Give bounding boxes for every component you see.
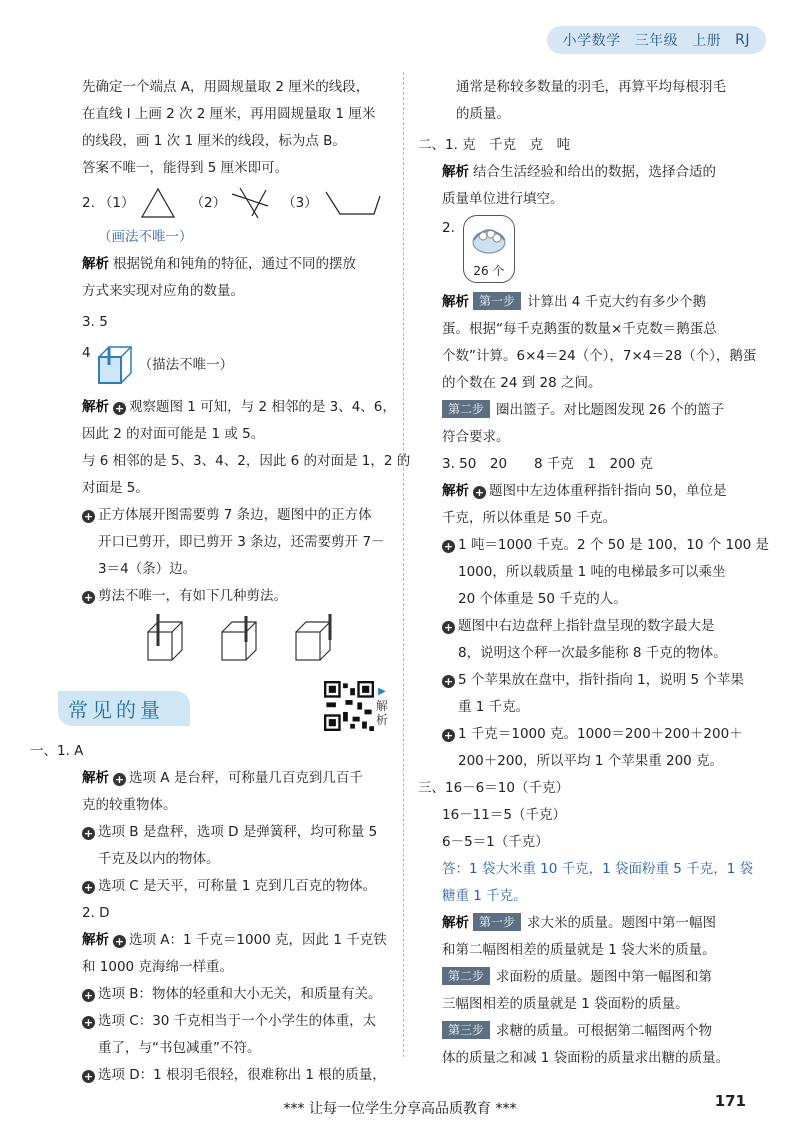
plus-icon: + (474, 486, 485, 499)
text-line: 个数”计算。6×4＝24（个），7×4＝28（个），鹅蛋 (442, 348, 757, 364)
plus-icon: + (83, 1016, 94, 1029)
text-line: 和第二幅图相差的质量就是 1 袋大米的质量。 (442, 942, 716, 958)
triangle-figure (138, 186, 178, 220)
step-badge: 第二步 (442, 967, 490, 985)
plus-icon: + (83, 881, 94, 894)
cube-cut-figure (218, 612, 258, 668)
text-line: 选项 B：物体的轻重和大小无关，和质量有关。 (98, 986, 382, 1002)
qr-block (324, 681, 388, 731)
text-line: 符合要求。 (442, 429, 510, 445)
q2-figures (58, 182, 388, 224)
text-line: 三幅图相差的质量就是 1 袋面粉的质量。 (442, 996, 689, 1012)
question-number: 2. (442, 220, 455, 236)
question-number: 2. (82, 194, 95, 211)
header-subject: 小学数学 (562, 33, 621, 49)
q3-figure (58, 336, 388, 394)
text-line: 8，说明这个秤一次最多能称 8 千克的物体。 (458, 645, 727, 661)
text-line: 题图中右边盘秤上指针盘呈现的数字最大是 (458, 618, 715, 634)
text-line: 的个数在 24 到 28 之间。 (442, 375, 602, 391)
right-column (418, 74, 770, 1072)
plus-icon: + (443, 729, 454, 742)
answer-value: 5 (99, 314, 108, 330)
answer-value: 4 (82, 345, 91, 361)
analysis-label: 解析 (82, 256, 109, 272)
equation-line: 6－5＝1（千克） (442, 834, 549, 850)
text-line: 1000，所以载质量 1 吨的电梯最多可以乘坐 (458, 564, 726, 580)
text-line: 质量单位进行填空。 (442, 191, 564, 207)
crossing-lines-figure (230, 186, 270, 220)
analysis-label: 解析 (82, 770, 109, 786)
column-divider (403, 72, 404, 1057)
v-shape-figure (322, 186, 382, 220)
text-line: 选项 C：30 千克相当于一个小学生的体重，太 (98, 1013, 377, 1029)
text-line: 选项 B 是盘秤，选项 D 是弹簧秤，均可称量 5 (98, 824, 378, 840)
qr-label: 解 (375, 699, 388, 713)
equation-line: 三、16－6＝10（千克） (418, 780, 569, 796)
text-line: 1 吨＝1000 千克。2 个 50 是 100，10 个 100 是 (458, 537, 770, 553)
header-volume: 上册 (692, 33, 722, 49)
q2-basket (418, 215, 748, 289)
sub-label: （3） (282, 194, 318, 211)
header-edition: RJ (735, 32, 750, 48)
text-line: 重 1 千克。 (458, 699, 530, 715)
text-line: 求大米的质量。题图中第一幅图 (527, 915, 717, 931)
cube-cuts-row (58, 612, 388, 674)
basket-circle (463, 215, 515, 283)
text-line: 1 千克＝1000 克。1000＝200＋200＋200＋ (458, 726, 743, 742)
text-line: 先确定一个端点 A，用圆规量取 2 厘米的线段， (82, 79, 370, 95)
text-line: 重了，与“书包减重”不符。 (98, 1040, 261, 1056)
text-line: 方式来实现对应角的数量。 (82, 283, 244, 299)
question-line: 一、1. A (30, 743, 84, 759)
text-line: 200＋200，所以平均 1 个苹果重 200 克。 (458, 753, 724, 769)
analysis-label: 解析 (442, 483, 469, 499)
section-title: 常见的量 (58, 691, 190, 726)
plus-icon: + (443, 621, 454, 634)
text-line: 观察题图 1 可知，与 2 相邻的是 3、4、6， (129, 399, 396, 415)
text-line: 与 6 相邻的是 5、3、4、2，因此 6 的对面是 1，2 的 (82, 453, 411, 469)
plus-icon: + (114, 773, 125, 786)
question-number: 3. (82, 314, 95, 330)
text-line: 通常是称较多数量的羽毛，再算平均每根羽毛 (456, 79, 726, 95)
question-line: 3. 50 20 8 千克 1 200 克 (442, 456, 654, 472)
plus-icon: + (443, 675, 454, 688)
plus-icon: + (114, 402, 125, 415)
plus-icon: + (443, 540, 454, 553)
text-line: 求糖的质量。可根据第二幅图两个物 (496, 1023, 713, 1039)
text-line: 圈出篮子。对比题图发现 26 个的篮子 (496, 402, 725, 418)
step-badge: 第三步 (442, 1021, 490, 1039)
text-line: 对面是 5。 (82, 480, 149, 496)
text-line: 在直线 l 上画 2 次 2 厘米，再用圆规量取 1 厘米 (82, 106, 376, 122)
section-header (58, 678, 388, 734)
text-line: 求面粉的质量。题图中第一幅图和第 (496, 969, 713, 985)
text-line: 题图中左边体重秤指针指向 50，单位是 (489, 483, 727, 499)
basket-caption: 26 个 (473, 264, 505, 278)
text-line: 的质量。 (456, 106, 510, 122)
equation-line: 16－11＝5（千克） (442, 807, 566, 823)
analysis-label: 解析 (442, 915, 469, 931)
step-badge: 第一步 (473, 913, 521, 931)
plus-icon: + (83, 591, 94, 604)
note-text: （描法不唯一） (138, 356, 234, 373)
analysis-label: 解析 (442, 294, 469, 310)
sub-label: （2） (190, 194, 227, 211)
text-line: 因此 2 的对面可能是 1 或 5。 (82, 426, 265, 442)
qr-caption (376, 685, 388, 727)
left-column (30, 74, 411, 1089)
cube-figure (97, 343, 133, 387)
text-line: 的线段，画 1 次 1 厘米的线段，标为点 B。 (82, 133, 346, 149)
cube-cut-figure (144, 612, 184, 668)
qr-code-icon (324, 681, 374, 731)
text-line: 开口已剪开，即已剪开 3 条边，还需要剪开 7－ (98, 534, 385, 550)
text-line: 剪法不唯一，有如下几种剪法。 (98, 588, 287, 604)
text-line: 千克，所以体重是 50 千克。 (442, 510, 617, 526)
answer-line: 答：1 袋大米重 10 千克，1 袋面粉重 5 千克，1 袋 (442, 861, 754, 877)
step-badge: 第一步 (473, 292, 521, 310)
text-line: 千克及以内的物体。 (98, 851, 220, 867)
text-line: 选项 C 是天平，可称量 1 克到几百克的物体。 (98, 878, 377, 894)
text-line: 蛋。根据“每千克鹅蛋的数量×千克数＝鹅蛋总 (442, 321, 717, 337)
text-line: 20 个体重是 50 千克的人。 (458, 591, 627, 607)
text-line: 答案不唯一，能得到 5 厘米即可。 (82, 160, 289, 176)
cube-cut-figure (292, 612, 332, 668)
question-line: 二、1. 克 千克 克 吨 (418, 137, 571, 153)
sub-label: （1） (98, 194, 135, 211)
text-line: 选项 A 是台秤，可称量几百克到几百千 (129, 770, 363, 786)
text-line: 结合生活经验和给出的数据，选择合适的 (473, 164, 716, 180)
qr-label: 析 (375, 713, 388, 727)
note-text: （画法不唯一） (98, 229, 193, 245)
egg-basket-icon (464, 218, 514, 262)
page-number: 171 (714, 1092, 746, 1110)
text-line: 选项 D：1 根羽毛很轻，很难称出 1 根的质量， (98, 1067, 386, 1083)
answer-line: 糖重 1 千克。 (442, 888, 527, 904)
analysis-label: 解析 (82, 399, 109, 415)
plus-icon: + (83, 989, 94, 1002)
text-line: 选项 A：1 千克＝1000 克，因此 1 千克铁 (129, 932, 387, 948)
footer-slogan: *** 让每一位学生分享高品质教育 *** (283, 1101, 517, 1117)
plus-icon: + (83, 827, 94, 840)
text-line: 3＝4（条）边。 (98, 561, 197, 577)
question-line: 2. D (82, 905, 110, 921)
plus-icon: + (114, 935, 125, 948)
text-line: 5 个苹果放在盘中，指针指向 1，说明 5 个苹果 (458, 672, 744, 688)
play-icon: ▶ (378, 686, 386, 697)
text-line: 和 1000 克海绵一样重。 (82, 959, 233, 975)
header-grade: 三年级 (634, 33, 679, 49)
page-header (547, 26, 766, 54)
plus-icon: + (83, 510, 94, 523)
step-badge: 第二步 (442, 400, 490, 418)
text-line: 计算出 4 千克大约有多少个鹅 (527, 294, 707, 310)
analysis-label: 解析 (82, 932, 109, 948)
text-line: 正方体展开图需要剪 7 条边，题图中的正方体 (98, 507, 372, 523)
plus-icon: + (83, 1070, 94, 1083)
text-line: 体的质量之和减 1 袋面粉的质量求出糖的质量。 (442, 1050, 730, 1066)
text-line: 克的较重物体。 (82, 797, 177, 813)
text-line: 根据锐角和钝角的特征，通过不同的摆放 (113, 256, 356, 272)
analysis-label: 解析 (442, 164, 469, 180)
